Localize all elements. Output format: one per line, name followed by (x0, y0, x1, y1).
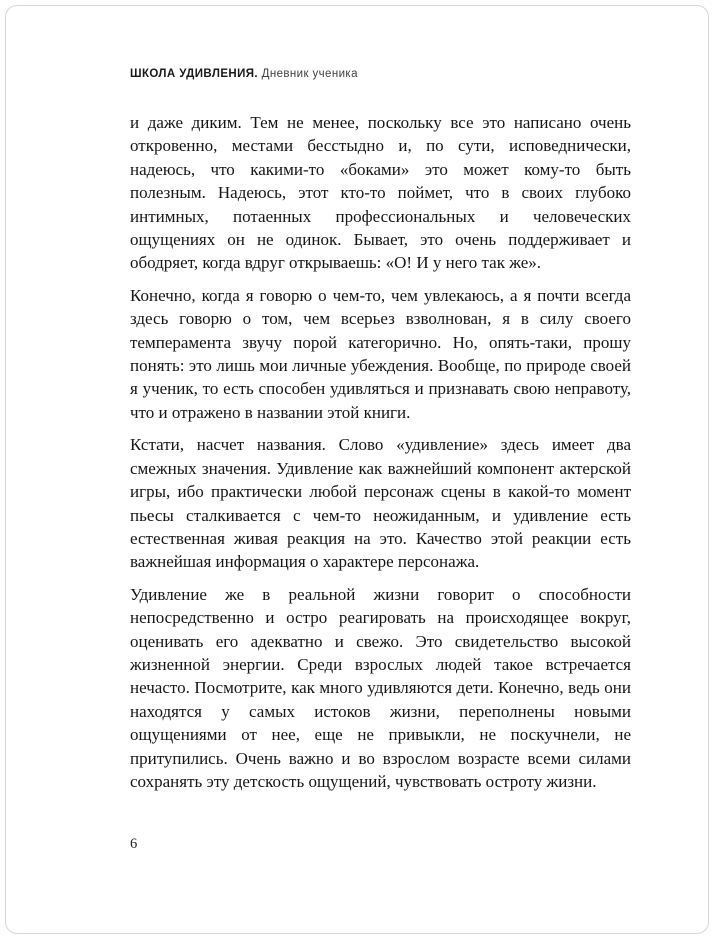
paragraph-2: Конечно, когда я говорю о чем-то, чем увлекаюсь, а я почти всегда здесь говорю о том, чем всерьез взволнован, я в силу своего темперамента звучу порой категорично. Но, опять-таки, прошу понять: это лишь мои личные убеждения. Вообще, по природе своей я ученик, то есть способен удивляться и признавать свою неправоту, что и отражено в названии этой книги. (130, 285, 631, 422)
page-footer (130, 836, 137, 853)
book-title: ШКОЛА УДИВЛЕНИЯ. (130, 68, 259, 80)
page-number: 6 (130, 836, 138, 852)
book-subtitle: Дневник ученика (261, 68, 358, 80)
page-text (130, 111, 631, 793)
running-header (130, 68, 650, 80)
paragraph-1: и даже диким. Тем не менее, поскольку все это написано очень откровенно, местами бесстыдно и, по сути, исповеднически, надеюсь, что какими-то «боками» это может кому-то быть полезным. Надеюсь, этот кто-то поймет, что в своих глубоко интимных, потаенных профессиональных и человеческих ощущениях он не одинок. Бывает, это очень поддерживает и ободряет, когда вдруг открываешь: «О! И у него так же». (130, 113, 631, 273)
paragraph-3: Кстати, насчет названия. Слово «удивление» здесь имеет два смежных значения. Удивление как важнейший компонент актерской игры, ибо практически любой персонаж сцены в какой-то момент пьесы сталкивается с чем-то неожиданным, и удивление есть естественная живая реакция на это. Качество этой реакции есть важнейшая информация о характере персонажа. (130, 435, 631, 572)
paragraph-4: Удивление же в реальной жизни говорит о способности непосредственно и остро реагировать на происходящее вокруг, оценивать его адекватно и свежо. Это свидетельство высокой жизненной энергии. Среди взрослых людей такое встречается нечасто. Посмотрите, как много удивляются дети. Конечно, ведь они находятся у самых истоков жизни, переполнены новыми ощущениями от нее, еще не привыкли, не поскучнели, не притупились. Очень важно и во взрослом возрасте всеми силами сохранять эту детскость ощущений, чувствовать остроту жизни. (130, 584, 631, 791)
